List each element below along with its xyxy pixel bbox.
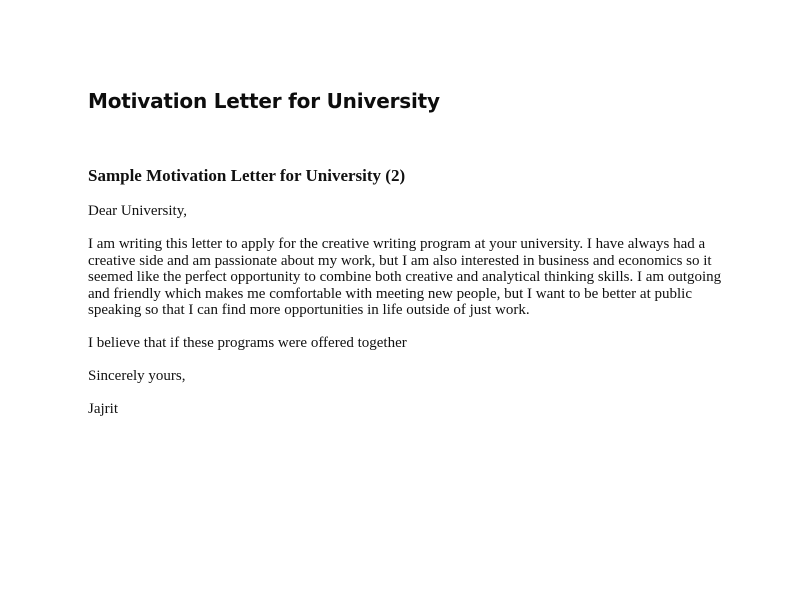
page-title: Motivation Letter for University xyxy=(88,89,440,113)
letter-salutation: Dear University, xyxy=(88,203,187,219)
letter-paragraph-1: I am writing this letter to apply for the creative writing program at your university. I have always had a creative side and am passionate about my work, but I am also interested in business and economics so it seemed like the perfect opportunity to combine both creative and analytical thinking skills. I am outgoing and friendly which makes me comfortable with meeting new people, but I want to be better at public speaking so that I can find more opportunities in life outside of just work. xyxy=(88,236,722,318)
letter-heading: Sample Motivation Letter for University (2) xyxy=(88,166,406,185)
letter-body xyxy=(88,165,728,434)
letter-closing: Sincerely yours, xyxy=(88,368,186,384)
letter-signature: Jajrit xyxy=(88,401,118,417)
letter-paragraph-2: I believe that if these programs were offered together xyxy=(88,335,407,351)
